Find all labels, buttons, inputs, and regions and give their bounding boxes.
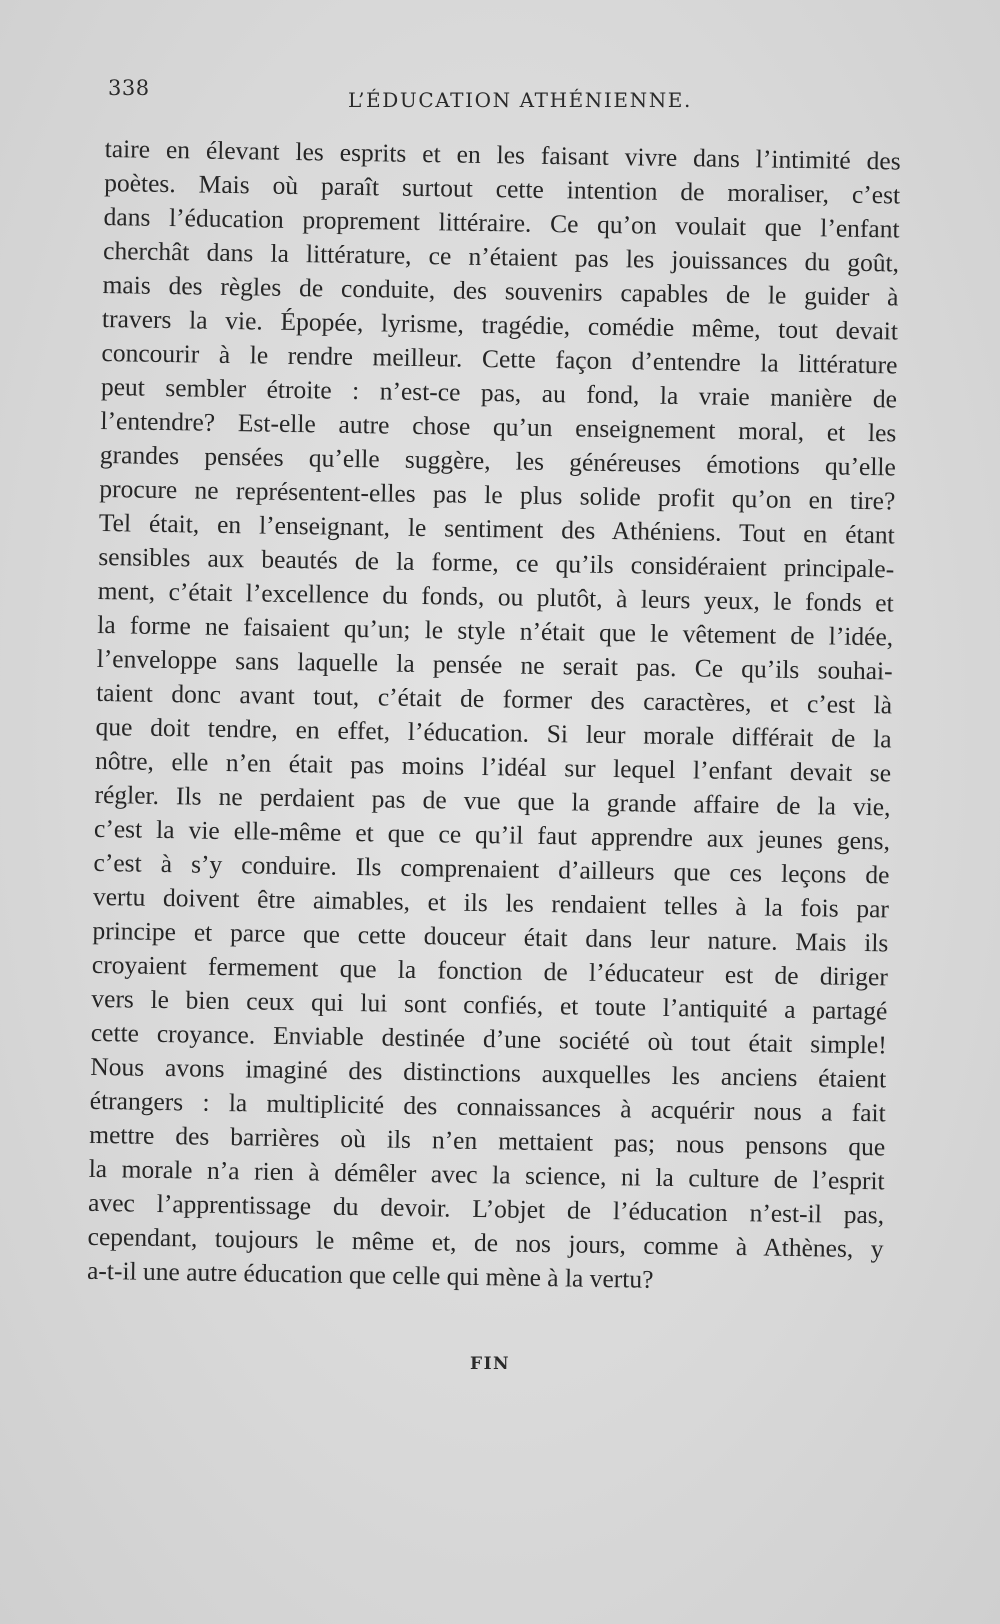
- text-line: taire en élevant les esprits et en les faisant vivre dans l’intimité des: [104, 133, 901, 176]
- page-number: 338: [108, 76, 150, 100]
- text-line: cependant, toujours le même et, de nos jours, comme à Athènes, y: [87, 1221, 884, 1264]
- text-line: a-t-il une autre éducation que celle qui mène à la vertu?: [86, 1255, 654, 1294]
- text-line: dans l’éducation proprement littéraire. Ce qu’on voulait que l’enfant: [103, 201, 900, 244]
- text-line: taient donc avant tout, c’était de former des caractères, et c’est là: [95, 677, 893, 720]
- text-line: peut sembler étroite : n’est-ce pas, au fond, la vraie manière de: [100, 371, 898, 414]
- text-line: l’enveloppe sans laquelle la pensée ne serait pas. Ce qu’ils souhai-: [96, 643, 893, 686]
- text-line: procure ne représentent-elles pas le plus solide profit qu’on en tire?: [99, 473, 896, 516]
- text-line: croyaient fermement que la fonction de l’éducateur est de diriger: [91, 949, 889, 992]
- text-line: mais des règles de conduite, des souvenirs capables de le guider à: [102, 269, 899, 312]
- text-line: la morale n’a rien à démêler avec la science, ni la culture de l’esprit: [88, 1153, 885, 1196]
- text-line: la forme ne faisaient qu’un; le style n’était que le vêtement de l’idée,: [97, 609, 894, 652]
- text-line: régler. Ils ne perdaient pas de vue que la grande affaire de la vie,: [94, 779, 891, 822]
- text-line: vertu doivent être aimables, et ils les rendaient telles à la fois par: [92, 881, 890, 924]
- text-line: sensibles aux beautés de la forme, ce qu’ils considéraient principale-: [98, 541, 895, 584]
- text-line: travers la vie. Épopée, lyrisme, tragédie, comédie même, tout devait: [101, 303, 899, 346]
- text-line: cette croyance. Enviable destinée d’une société où tout était simple!: [90, 1017, 887, 1060]
- text-line: mettre des barrières où ils n’en mettaient pas; nous pensons que: [89, 1119, 886, 1162]
- text-line: cherchât dans la littérature, ce n’étaient pas les jouissances du goût,: [102, 235, 900, 278]
- text-line: principe et parce que cette douceur était dans leur nature. Mais ils: [92, 915, 889, 958]
- text-line: l’entendre? Est-elle autre chose qu’un enseignement moral, et les: [100, 405, 897, 448]
- text-line: nôtre, elle n’en était pas moins l’idéal sur lequel l’enfant devait se: [94, 745, 892, 788]
- body-text: [87, 132, 901, 1300]
- text-line: concourir à le rendre meilleur. Cette façon d’entendre la littérature: [101, 337, 898, 380]
- end-mark: FIN: [470, 1354, 511, 1374]
- text-line: vers le bien ceux qui lui sont confiés, et toute l’antiquité a partagé: [91, 983, 888, 1026]
- running-title: L’ÉDUCATION ATHÉNIENNE.: [348, 88, 692, 112]
- text-line: grandes pensées qu’elle suggère, les généreuses émotions qu’elle: [99, 439, 897, 482]
- text-line: c’est à s’y conduire. Ils comprenaient d’ailleurs que ces leçons de: [93, 847, 890, 890]
- text-line: étrangers : la multiplicité des connaissances à acquérir nous a fait: [89, 1085, 886, 1128]
- text-line: que doit tendre, en effet, l’éducation. Si leur morale différait de la: [95, 711, 892, 754]
- text-line: avec l’apprentissage du devoir. L’objet de l’éducation n’est-il pas,: [87, 1187, 885, 1230]
- text-line: c’est la vie elle-même et que ce qu’il faut apprendre aux jeunes gens,: [93, 813, 891, 856]
- text-line: ment, c’était l’excellence du fonds, ou plutôt, à leurs yeux, le fonds et: [97, 575, 894, 618]
- text-line: Tel était, en l’enseignant, le sentiment des Athéniens. Tout en étant: [98, 507, 895, 550]
- text-line: poètes. Mais où paraît surtout cette intention de moraliser, c’est: [103, 167, 901, 210]
- text-line: Nous avons imaginé des distinctions auxquelles les anciens étaient: [90, 1051, 887, 1094]
